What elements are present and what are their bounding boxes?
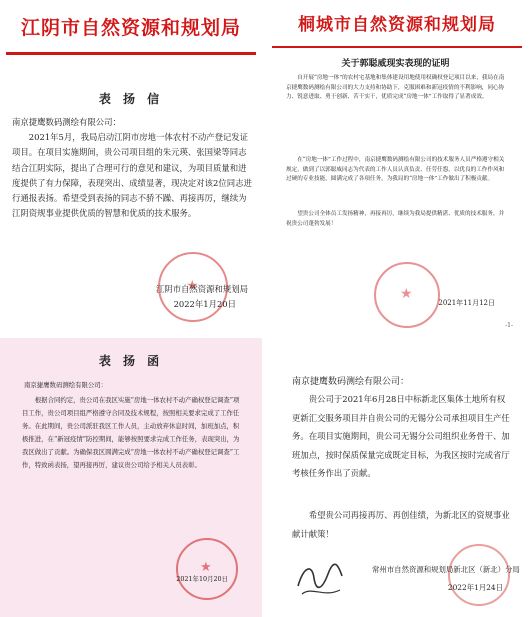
- letter-signature: 江阴市自然资源和规划局: [155, 284, 248, 294]
- letter-date: 2022年1月24日: [447, 583, 503, 592]
- letter-changzhou-xinbei: [262, 338, 529, 617]
- letter-paragraph-2: 希望贵公司再接再厉、再创佳绩，为新北区的资规事业献计献策！: [292, 510, 510, 539]
- letter-tongcheng: [262, 0, 529, 338]
- letter-signature: 常州市自然资源和规划局新北区（新北）分局: [372, 565, 520, 574]
- official-seal-icon: [448, 544, 510, 606]
- letter-date: 2021年11月12日: [438, 299, 495, 307]
- letter-title: 表 扬 函: [98, 354, 164, 368]
- letter-recipient: 南京捷鹰数码测绘有限公司：: [24, 381, 108, 389]
- official-seal-icon: [374, 262, 440, 328]
- letter-recipient: 南京捷鹰数码测绘有限公司：: [12, 117, 121, 127]
- letterhead-rule: [272, 46, 522, 48]
- letterhead-title: 桐城市自然资源和规划局: [298, 15, 496, 35]
- letter-paragraph-1: 贵公司于2021年6月28日中标新北区集体土地所有权更新汇交服务项目并自贵公司的无锡分公司承担项目生产任务。在项目实施期间，贵公司无锡分公司组织业务骨干、加班加点，按时保质保量完成既定目标，为我区按时完成省厅考核任务作出了贡献。: [292, 394, 510, 479]
- letter-commendation-pink: [0, 338, 262, 617]
- letter-title: 关于郭聪威现实表现的证明: [341, 59, 450, 69]
- letter-jiangyin: [0, 0, 262, 338]
- letter-body: 根据合同约定，贵公司在我区实施“房地一体农村不动产确权登记调查”项目工作，贵公司项目组严格遵守合同及技术规程，按照相关要求完成了工作任务。在此期间，贵公司派驻我区工作人员，主动放弃休息时间，加班加点，积极推进，在“新冠疫情”防控期间，能够按照要求完成工作任务，表现突出，为我区做出了贡献。为确保我区圆满完成“房地一体农村不动产确权登记调查”工作，特致函表扬，望再接再厉，建议贵公司给予相关人员表彰。: [22, 396, 240, 469]
- letter-title: 表 扬 信: [98, 92, 164, 106]
- page-number: -1-: [505, 322, 513, 329]
- letterhead-title: 江阴市自然资源和规划局: [20, 17, 241, 39]
- handwritten-signature-icon: [294, 556, 346, 600]
- letterhead-rule: [6, 52, 256, 55]
- letter-body: 2021年5月，我局启动江阴市房地一体农村不动产登记发证项目。在项目实施期间，贵公司项目组的朱元瑛、张国梁等同志结合江阴实际，提出了合理可行的意见和建议，为项目质量和进度提供了有力保障，表现突出、成绩显著，现决定对该2位同志进行通报表扬。希望受到表扬的同志不骄不躁、再接再厉，继续为江阴资规事业提供优质的智慧和优质的技术服务。: [12, 132, 252, 219]
- letter-paragraph-3: 望贵公司全体员工发扬精神，再接再厉，继续为我局提供精湛、优质的技术服务，并祝贵公司蓬勃发展！: [286, 211, 505, 227]
- letter-paragraph-1: 自开展“房地一体”的农村宅基地和集体建设用地使用权确权登记项目以来，我局在南京捷鹰数码测绘有限公司的大力支持和协助下，克服困难和新冠疫情的不利影响，同心协力、锐意进取、勇于创新、苦干实干，优质完成“房地一体”工作取得了显著成效。: [286, 75, 505, 101]
- letter-paragraph-2: 在“房地一体”工作过程中，南京捷鹰数码测绘有限公司的技术服务人员严格遵守相关规定，做到了以郭聪威同志为代表的工作人员认真负责、任劳任怨，以优良的工作作风和过硬的专业技能，圆满完成了各项任务，为我局的“房地一体”工作做出了积极贡献。: [286, 157, 505, 183]
- letter-recipient: 南京捷鹰数码测绘有限公司：: [292, 377, 410, 387]
- letter-date: 2021年10月20日: [176, 575, 228, 583]
- letter-date: 2022年1月20日: [173, 299, 236, 309]
- official-seal-icon: [176, 538, 238, 600]
